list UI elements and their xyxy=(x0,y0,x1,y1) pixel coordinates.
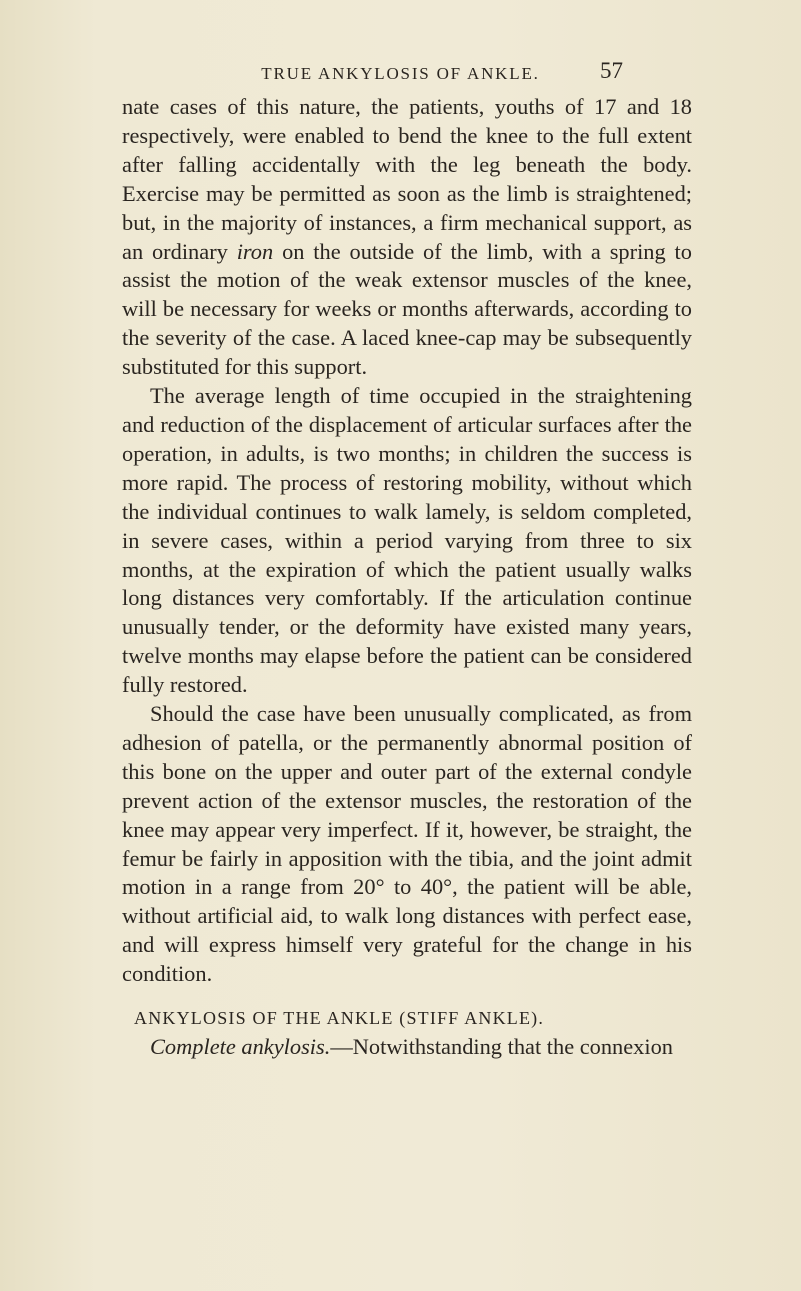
running-head xyxy=(0,58,801,88)
paragraph-1-text: nate cases of this nature, the patients, youths of 17 and 18 respectively, were enabled to bend the knee to the full extent after falling accidentally with the leg beneath the body. Exercise may be permitted as soon as the limb is straightened; but, in the majority of instances, a firm mechanical support, as an ordinary xyxy=(122,94,692,264)
paragraph-3: Should the case have been unusually complicated, as from adhesion of patella, or the permanently abnormal position of this bone on the upper and outer part of the external condyle prevent action of the extensor muscles, the restoration of the knee may appear very imperfect. If it, however, be straight, the femur be fairly in apposition with the tibia, and the joint admit motion in a range from 20° to 40°, the patient will be able, without artificial aid, to walk long distances with perfect ease, and will express himself very grateful for the change in his condition. xyxy=(122,701,692,987)
paragraph-2: The average length of time occupied in the straightening and reduction of the displacement of articular surfaces after the operation, in adults, is two months; in children the success is more rapid. The process of restoring mobility, without which the individual continues to walk lamely, is seldom completed, in severe cases, within a period varying from three to six months, at the expiration of which the patient usually walks long distances very comfortably. If the articulation continue unusually tender, or the deformity have existed many years, twelve months may elapse before the patient can be considered fully restored. xyxy=(122,383,692,698)
body-text xyxy=(122,93,692,1062)
section-heading: ANKYLOSIS OF THE ANKLE (STIFF ANKLE). xyxy=(134,1008,545,1029)
section-lead-italic: Complete ankylosis. xyxy=(150,1034,331,1060)
italic-word-iron: iron xyxy=(236,238,274,264)
running-head-title: TRUE ANKYLOSIS OF ANKLE. xyxy=(261,64,540,83)
paragraph-1 xyxy=(122,93,692,382)
page-number: 57 xyxy=(600,58,623,83)
paragraph-1-continuation: on the outside of the limb, with a spring to assist the motion of the weak extensor muscles of the knee, will be necessary for weeks or months afterwards, according to the severity of the case. A laced knee-cap may be subsequently substituted for this support. xyxy=(122,238,692,380)
section-lead-text: —Notwithstanding that the connexion xyxy=(330,1034,673,1060)
section-lead-paragraph xyxy=(122,1033,692,1062)
